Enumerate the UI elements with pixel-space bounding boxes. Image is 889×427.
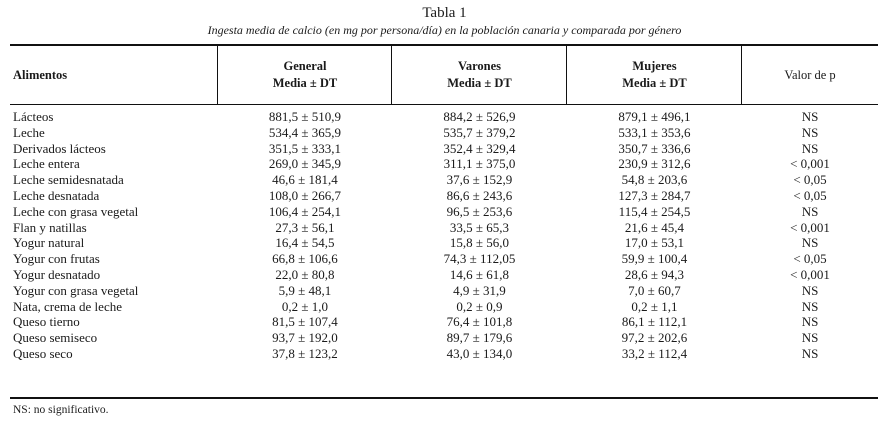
varones-cell: 0,2 ± 0,9 <box>456 298 503 314</box>
mujeres-cell: 17,0 ± 53,1 <box>624 235 685 251</box>
p-value-cell: < 0,001 <box>790 219 830 235</box>
bottom-rule <box>10 397 878 399</box>
p-value-cell: NS <box>801 140 819 156</box>
food-cell: Leche <box>13 124 45 140</box>
header-rule <box>10 104 878 105</box>
table-row <box>0 235 889 251</box>
header-food: Alimentos <box>13 68 68 82</box>
table-row <box>0 141 889 157</box>
general-cell: 269,0 ± 345,9 <box>268 156 342 172</box>
food-cell: Yogur desnatado <box>13 266 101 282</box>
mujeres-cell: 28,6 ± 94,3 <box>624 266 685 282</box>
mujeres-cell: 115,4 ± 254,5 <box>618 203 691 219</box>
varones-cell: 14,6 ± 61,8 <box>449 266 510 282</box>
food-cell: Leche entera <box>13 156 80 172</box>
table-row <box>0 330 889 346</box>
varones-cell: 74,3 ± 112,05 <box>443 251 516 267</box>
header-p-value: Valor de p <box>784 68 836 82</box>
varones-cell: 43,0 ± 134,0 <box>446 345 513 361</box>
varones-cell: 86,6 ± 243,6 <box>446 187 513 203</box>
food-cell: Nata, crema de leche <box>13 298 122 314</box>
p-value-cell: < 0,05 <box>793 187 827 203</box>
mujeres-cell: 21,6 ± 45,4 <box>624 219 685 235</box>
mujeres-cell: 533,1 ± 353,6 <box>618 124 691 140</box>
table-row <box>0 109 889 125</box>
mujeres-cell: 879,1 ± 496,1 <box>618 109 691 124</box>
varones-cell: 884,2 ± 526,9 <box>443 109 516 124</box>
table-row <box>0 220 889 236</box>
p-value-cell: NS <box>801 330 819 346</box>
mujeres-cell: 59,9 ± 100,4 <box>621 251 688 267</box>
general-cell: 27,3 ± 56,1 <box>275 219 335 235</box>
header-mujeres <box>567 58 742 92</box>
header-general <box>218 58 392 92</box>
p-value-cell: NS <box>801 203 819 219</box>
food-cell: Yogur con grasa vegetal <box>13 282 139 298</box>
general-cell: 81,5 ± 107,4 <box>272 314 338 330</box>
table-row <box>0 188 889 204</box>
table-subtitle: Ingesta media de calcio (en mg por persona/día) en la población canaria y comparada por género <box>207 23 682 37</box>
mujeres-cell: 54,8 ± 203,6 <box>621 172 688 188</box>
table-row <box>0 156 889 172</box>
table-row <box>0 283 889 299</box>
header-general-label: General <box>283 59 327 73</box>
mujeres-cell: 230,9 ± 312,6 <box>618 156 691 172</box>
header-general-stat: Media ± DT <box>272 76 338 90</box>
general-cell: 16,4 ± 54,5 <box>275 235 335 251</box>
header-varones-label: Varones <box>457 59 502 73</box>
mujeres-cell: 0,2 ± 1,1 <box>631 298 678 314</box>
varones-cell: 33,5 ± 65,3 <box>449 219 510 235</box>
p-value-cell: NS <box>801 109 819 124</box>
varones-cell: 535,7 ± 379,2 <box>443 124 516 140</box>
top-rule <box>10 44 878 46</box>
table-row <box>0 251 889 267</box>
general-cell: 881,5 ± 510,9 <box>268 109 342 124</box>
varones-cell: 4,9 ± 31,9 <box>453 282 506 298</box>
p-value-cell: NS <box>801 235 819 251</box>
p-value-cell: NS <box>801 124 819 140</box>
food-cell: Leche con grasa vegetal <box>13 203 139 219</box>
food-cell: Leche semidesnatada <box>13 172 124 188</box>
mujeres-cell: 7,0 ± 60,7 <box>628 282 681 298</box>
table-row <box>0 346 889 362</box>
p-value-cell: NS <box>801 298 819 314</box>
general-cell: 108,0 ± 266,7 <box>268 187 342 203</box>
table-row <box>0 267 889 283</box>
mujeres-cell: 97,2 ± 202,6 <box>621 330 688 346</box>
general-cell: 22,0 ± 80,8 <box>275 266 335 282</box>
p-value-cell: NS <box>801 345 819 361</box>
general-cell: 5,9 ± 48,1 <box>278 282 332 298</box>
mujeres-cell: 33,2 ± 112,4 <box>621 345 688 361</box>
p-value-cell: NS <box>801 314 819 330</box>
mujeres-cell: 350,7 ± 336,6 <box>618 140 691 156</box>
varones-cell: 352,4 ± 329,4 <box>443 140 516 156</box>
food-cell: Lácteos <box>13 109 54 124</box>
header-mujeres-label: Mujeres <box>632 59 677 73</box>
food-cell: Yogur natural <box>13 235 85 251</box>
header-varones-stat: Media ± DT <box>447 76 512 90</box>
general-cell: 0,2 ± 1,0 <box>281 298 329 314</box>
p-value-cell: < 0,05 <box>793 251 827 267</box>
varones-cell: 311,1 ± 375,0 <box>443 156 516 172</box>
table-title: Tabla 1 <box>422 5 467 21</box>
food-cell: Queso seco <box>13 345 73 361</box>
general-cell: 37,8 ± 123,2 <box>272 345 338 361</box>
food-cell: Queso semiseco <box>13 330 98 346</box>
p-value-cell: NS <box>801 282 819 298</box>
header-varones <box>392 58 567 92</box>
general-cell: 46,6 ± 181,4 <box>272 172 338 188</box>
general-cell: 534,4 ± 365,9 <box>268 124 342 140</box>
varones-cell: 96,5 ± 253,6 <box>446 203 513 219</box>
header-mujeres-stat: Media ± DT <box>622 76 687 90</box>
food-cell: Leche desnatada <box>13 187 100 203</box>
general-cell: 66,8 ± 106,6 <box>272 251 338 267</box>
varones-cell: 37,6 ± 152,9 <box>446 172 513 188</box>
table-row <box>0 172 889 188</box>
mujeres-cell: 86,1 ± 112,1 <box>621 314 688 330</box>
table-footnote: NS: no significativo. <box>13 404 109 416</box>
food-cell: Flan y natillas <box>13 219 87 235</box>
food-cell: Derivados lácteos <box>13 140 106 156</box>
table-row <box>0 204 889 220</box>
general-cell: 93,7 ± 192,0 <box>272 330 338 346</box>
table-body <box>0 109 889 362</box>
p-value-cell: < 0,001 <box>790 266 830 282</box>
general-cell: 106,4 ± 254,1 <box>268 203 342 219</box>
food-cell: Queso tierno <box>13 314 80 330</box>
food-cell: Yogur con frutas <box>13 251 100 267</box>
table-row <box>0 125 889 141</box>
mujeres-cell: 127,3 ± 284,7 <box>618 187 691 203</box>
table-row <box>0 314 889 330</box>
p-value-cell: < 0,05 <box>793 172 827 188</box>
p-value-cell: < 0,001 <box>790 156 830 172</box>
varones-cell: 15,8 ± 56,0 <box>449 235 510 251</box>
varones-cell: 76,4 ± 101,8 <box>446 314 513 330</box>
table-row <box>0 299 889 315</box>
general-cell: 351,5 ± 333,1 <box>268 140 342 156</box>
varones-cell: 89,7 ± 179,6 <box>446 330 513 346</box>
